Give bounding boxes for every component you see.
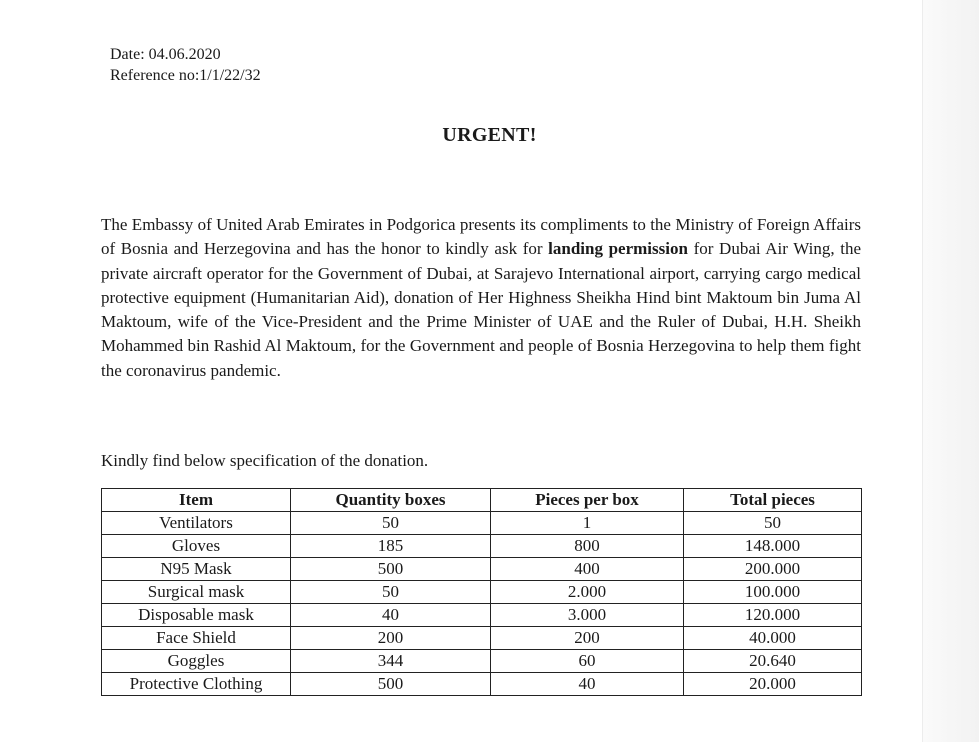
table-row <box>102 604 862 627</box>
total-cell: 148.000 <box>684 535 862 558</box>
item-cell: Face Shield <box>102 627 291 650</box>
total-cell: 50 <box>684 512 862 535</box>
pieces-cell: 400 <box>491 558 684 581</box>
total-cell: 20.640 <box>684 650 862 673</box>
header-cell: Item <box>102 489 291 512</box>
pieces-cell: 40 <box>491 673 684 696</box>
table-row <box>102 627 862 650</box>
quantity-cell: 50 <box>291 581 491 604</box>
donation-table <box>101 488 862 696</box>
body-text-start: The Embassy of United Arab Emirates in Podgorica presents its compliments to the Ministry of Foreign Affairs of Bosnia and Herzegovina and has the honor to kindly ask for <box>101 215 861 259</box>
item-cell: Disposable mask <box>102 604 291 627</box>
table-intro: Kindly find below specification of the donation. <box>101 451 429 470</box>
quantity-cell: 50 <box>291 512 491 535</box>
table-row <box>102 558 862 581</box>
total-cell: 200.000 <box>684 558 862 581</box>
total-cell: 40.000 <box>684 627 862 650</box>
page-title: URGENT! <box>442 124 537 146</box>
pieces-cell: 3.000 <box>491 604 684 627</box>
table-row <box>102 581 862 604</box>
table-row <box>102 650 862 673</box>
page-edge <box>922 0 979 742</box>
table-row <box>102 673 862 696</box>
quantity-cell: 344 <box>291 650 491 673</box>
header-cell: Pieces per box <box>491 489 684 512</box>
date-line: Date: 04.06.2020 <box>110 46 221 63</box>
body-text-end: for Dubai Air Wing, the private aircraft operator for the Government of Dubai, at Sarajevo International airport, carrying cargo medical protective equipment (Humanitarian Aid), donation of Her Highness Sheikha Hind bint Maktoum bin Juma Al Maktoum, wife of the Vice-President and the Prime Minister of UAE and the Ruler of Dubai, H.H. Sheikh Mohammed bin Rashid Al Maktoum, for the Government and people of Bosnia Herzegovina to help them fight the coronavirus pandemic. <box>101 239 862 380</box>
pieces-cell: 200 <box>491 627 684 650</box>
total-cell: 120.000 <box>684 604 862 627</box>
quantity-cell: 500 <box>291 558 491 581</box>
body-text-bold: landing permission <box>548 239 688 259</box>
letter-header <box>110 44 261 86</box>
table-header-row <box>102 489 862 512</box>
pieces-cell: 60 <box>491 650 684 673</box>
quantity-cell: 185 <box>291 535 491 558</box>
total-cell: 20.000 <box>684 673 862 696</box>
item-cell: Goggles <box>102 650 291 673</box>
table-row <box>102 535 862 558</box>
header-cell: Total pieces <box>684 489 862 512</box>
quantity-cell: 40 <box>291 604 491 627</box>
item-cell: Protective Clothing <box>102 673 291 696</box>
item-cell: N95 Mask <box>102 558 291 581</box>
item-cell: Gloves <box>102 535 291 558</box>
pieces-cell: 800 <box>491 535 684 558</box>
header-cell: Quantity boxes <box>291 489 491 512</box>
pieces-cell: 1 <box>491 512 684 535</box>
table-row <box>102 512 862 535</box>
quantity-cell: 500 <box>291 673 491 696</box>
pieces-cell: 2.000 <box>491 581 684 604</box>
total-cell: 100.000 <box>684 581 862 604</box>
quantity-cell: 200 <box>291 627 491 650</box>
item-cell: Surgical mask <box>102 581 291 604</box>
reference-line: Reference no:1/1/22/32 <box>110 67 261 84</box>
item-cell: Ventilators <box>102 512 291 535</box>
body-paragraph <box>101 213 861 383</box>
